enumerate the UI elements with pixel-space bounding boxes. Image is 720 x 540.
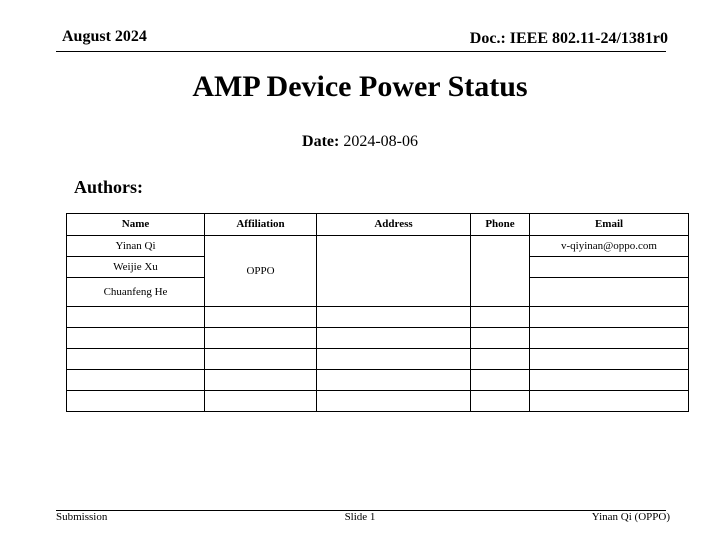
header-rule [56,51,666,52]
empty-cell [205,370,317,391]
footer-submission: Submission [56,511,108,523]
empty-cell [317,307,471,328]
author-email: v-qiyinan@oppo.com [530,236,689,257]
col-header-phone: Phone [471,214,530,236]
empty-cell [205,328,317,349]
empty-cell [530,391,689,412]
empty-cell [67,349,205,370]
empty-cell [205,349,317,370]
empty-cell [67,328,205,349]
empty-cell [205,391,317,412]
empty-cell [317,349,471,370]
col-header-name: Name [67,214,205,236]
author-name: Weijie Xu [67,257,205,278]
author-email [530,257,689,278]
slide-title: AMP Device Power Status [192,70,528,103]
author-email [530,278,689,307]
table-header-row [67,214,689,236]
col-header-email: Email [530,214,689,236]
empty-cell [67,370,205,391]
empty-cell [530,328,689,349]
empty-cell [471,307,530,328]
table-row [67,391,689,412]
empty-cell [471,349,530,370]
empty-cell [67,307,205,328]
empty-cell [530,370,689,391]
col-header-affiliation: Affiliation [205,214,317,236]
author-name: Yinan Qi [67,236,205,257]
footer-slide-number: Slide 1 [344,511,376,523]
authors-heading: Authors: [74,177,144,197]
empty-cell [67,391,205,412]
empty-cell [471,391,530,412]
empty-cell [317,391,471,412]
header-doc-id: Doc.: IEEE 802.11-24/1381r0 [469,30,668,47]
footer-author: Yinan Qi (OPPO) [591,511,670,523]
table-row [67,370,689,391]
empty-cell [471,370,530,391]
date-line [0,133,720,151]
author-affiliation: OPPO [205,236,317,307]
table-row [67,328,689,349]
author-name: Chuanfeng He [67,278,205,307]
authors-table [66,213,689,412]
table-row [67,349,689,370]
empty-cell [530,349,689,370]
author-address [317,236,471,307]
empty-cell [530,307,689,328]
col-header-address: Address [317,214,471,236]
empty-cell [317,328,471,349]
empty-cell [317,370,471,391]
table-row [67,307,689,328]
empty-cell [205,307,317,328]
date-value: 2024-08-06 [343,133,418,150]
empty-cell [471,328,530,349]
header-date: August 2024 [62,28,147,45]
date-label: Date: [302,133,340,150]
table-row [67,236,689,257]
author-phone [471,236,530,307]
